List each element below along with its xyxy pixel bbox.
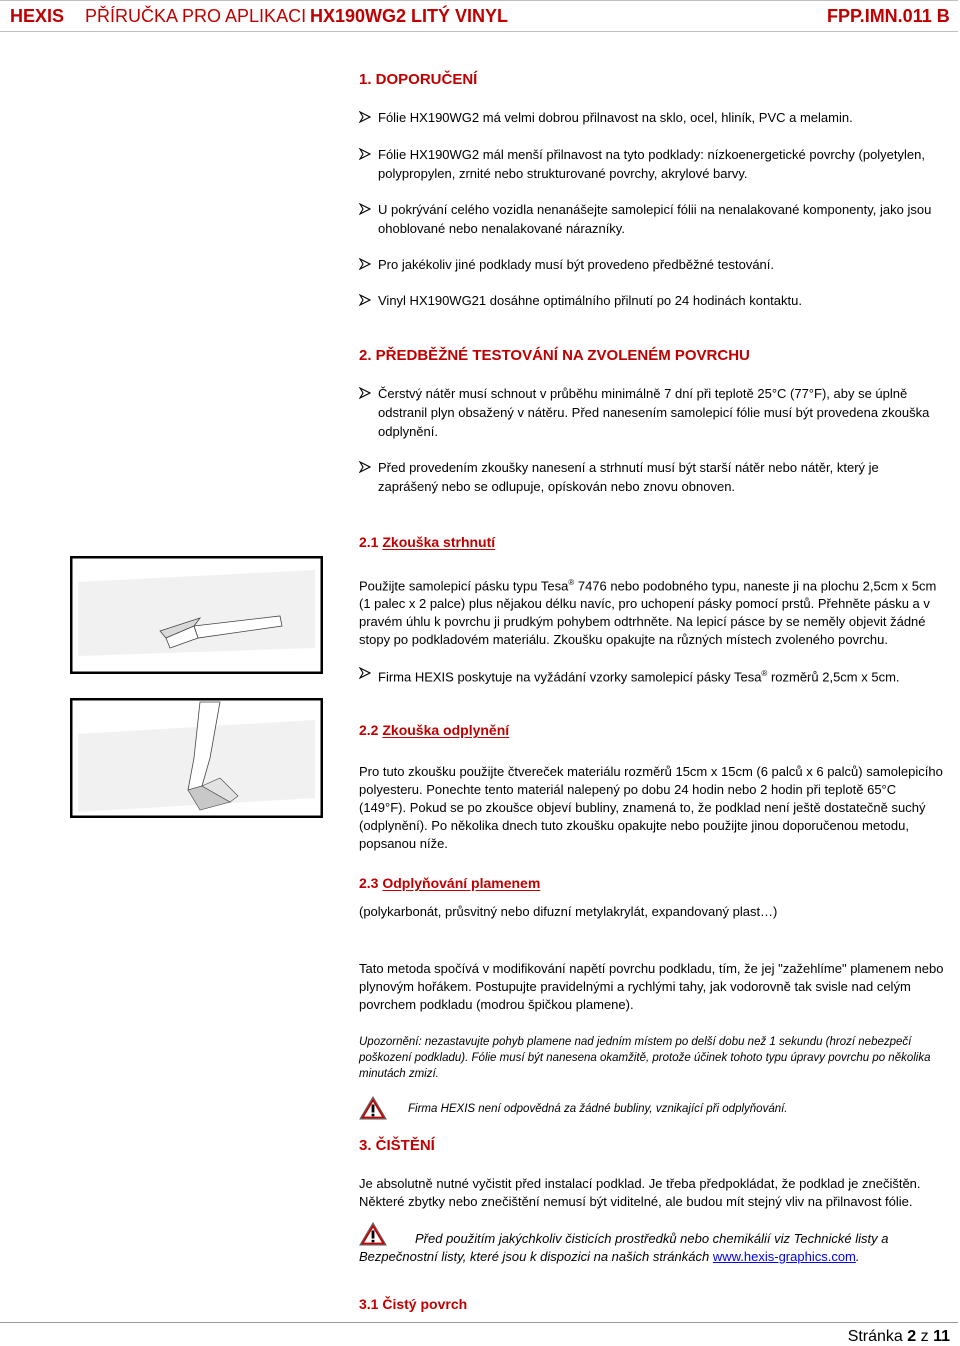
tape-application-illustration [70,556,323,674]
header-title: PŘÍRUČKA PRO APLIKACI [85,6,307,26]
section-2-3-title: 2.3 Odplyňování plamenem [359,875,541,891]
list-item: Fólie HX190WG2 má velmi dobrou přilnavost na sklo, ocel, hliník, PVC a melamin. [359,108,939,127]
list-item: Vinyl HX190WG21 dosáhne optimálního přilnutí po 24 hodinách kontaktu. [359,291,939,310]
section-1-title: 1. DOPORUČENÍ [359,71,478,88]
list-item: U pokrývání celého vozidla nenanášejte samolepicí fólii na nenalakované komponenty, jako jsou ohoblované nebo nenalakované nárazníky. [359,200,939,238]
section-2-2-paragraph: Pro tuto zkoušku použijte čtvereček materiálu rozměrů 15cm x 15cm (6 palců x 6 palců) samolepicího polyesteru. Ponechte tento materiál nalepený po dobu 24 hodin nebo 2 hodin při teplotě 65°C (149°F). Pokud se po zkoušce objeví bubliny, znamená to, že podklad není ještě dostatečně suchý (odplynění). Po několika dnech tuto zkoušku opakujte nebo použijte jinou doporučenou metodu, popsanou níže. [359,764,943,851]
arrow-bullet-icon [359,667,371,679]
footer-divider [0,1322,958,1323]
list-item: Před provedením zkoušky nanesení a strhnutí musí být starší nátěr nebo nátěr, který je zaprášený nebo se odlupuje, opískován nebo znovu obnoven. [359,458,939,496]
arrow-bullet-icon [359,461,371,473]
arrow-bullet-icon [359,203,371,215]
section-2-1-list [359,664,939,686]
header-brand: HEXIS [10,6,65,26]
section-2-3-materials: (polykarbonát, průsvitný nebo difuzní metylakrylát, expandovaný plast…) [359,904,778,919]
section-2-list [359,384,939,496]
list-item: Firma HEXIS poskytuje na vyžádání vzorky samolepicí pásky Tesa® rozměrů 2,5cm x 5cm. [359,664,939,686]
section-2-title: 2. PŘEDBĚŽNÉ TESTOVÁNÍ NA ZVOLENÉM POVRCHU [359,347,750,364]
section-3-paragraph: Je absolutně nutné vyčistit před instalací podklad. Je třeba předpokládat, že podklad je znečištěn. Některé zbytky nebo znečištění nemusí být viditelné, ale budou mít stejný vliv na přilnavost fólie. [359,1176,921,1209]
warning-icon [359,1095,387,1121]
section-2-1-paragraph: Použijte samolepicí pásku typu Tesa® 7476 nebo podobného typu, naneste ji na plochu 2,5cm x 5cm (1 palec x 2 palce) plus nějakou délku navíc, pro uchopení pásky pomocí prstů. Přehněte pásku a v pravém úhlu k povrchu ji prudkým pohybem odtrhněte. Na lepicí pásce by se neměly objevit žádné stopy po podkladovém materiálu. Zkoušku opakujte na různých místech zvoleného povrchu. [359,578,937,648]
hexis-website-link[interactable]: www.hexis-graphics.com [712,1249,856,1264]
section-1-list [359,108,939,310]
list-item: Pro jakékoliv jiné podklady musí být provedeno předběžné testování. [359,255,939,274]
arrow-bullet-icon [359,294,371,306]
arrow-bullet-icon [359,148,371,160]
tape-peel-illustration [70,698,323,818]
arrow-bullet-icon [359,258,371,270]
page-header [0,0,958,32]
list-item: Fólie HX190WG2 mál menší přilnavost na tyto podklady: nízkoenergetické povrchy (polyetylen, polypropylen, zrnité nebo strukturované povrchy, akrylové barvy. [359,145,939,183]
page-number: Stránka 2 z 11 [847,1328,950,1345]
section-2-2-title: 2.2 Zkouška odplynění [359,722,510,738]
section-2-3-warning: Firma HEXIS není odpovědná za žádné bubliny, vznikající při odplyňování. [408,1103,788,1115]
section-3-1-title: 3.1 Čistý povrch [359,1296,468,1312]
section-2-3-paragraph: Tato metoda spočívá v modifikování napětí povrchu podkladu, tím, že jej "zažehlíme" plamenem nebo plynovým hořákem. Postupujte pravidelnými a rychlými tahy, jak vodorovně tak svisle nad celým povrchem podkladu (modrou špičkou plamene). [359,961,944,1012]
section-3-warning: Před použitím jakýchkoliv čisticích prostředků nebo chemikálií viz Technické listy a Bezpečnostní listy, které jsou k dispozici na našich stránkách www.hexis-graphics.com. [359,1231,889,1264]
arrow-bullet-icon [359,387,371,399]
list-item: Čerstvý nátěr musí schnout v průběhu minimálně 7 dní při teplotě 25°C (77°F), aby se úplně odstranil plyn obsažený v nátěru. Před nanesením samolepicí fólie musí být provedena zkouška odplynění. [359,384,939,441]
header-code: FPP.IMN.011 B [827,6,950,26]
arrow-bullet-icon [359,111,371,123]
header-product: HX190WG2 LITÝ VINYL [310,6,509,26]
section-2-3-note: Upozornění: nezastavujte pohyb plamene nad jedním místem po delší dobu než 1 sekundu (hrozí nebezpečí poškození podkladu). Fólie musí být nanesena okamžitě, protože účinek tohoto typu úpravy povrchu po několika minutách zmizí. [359,1036,931,1080]
section-2-1-title: 2.1 Zkouška strhnutí [359,534,496,550]
section-3-title: 3. ČIŠTĚNÍ [359,1137,435,1154]
